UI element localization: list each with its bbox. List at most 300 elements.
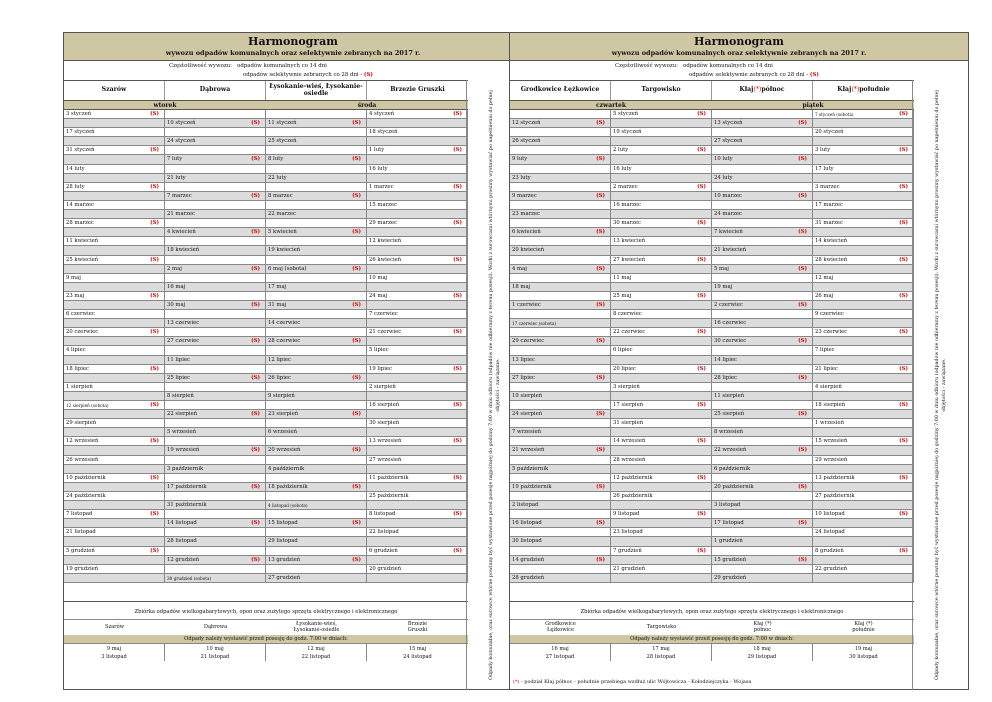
schedule-cell — [813, 310, 914, 319]
selective-marker: (S) — [798, 265, 807, 272]
selective-marker: (S) — [596, 374, 605, 381]
collection-date: 21 czerwiec — [369, 329, 402, 336]
schedule-cell — [813, 337, 914, 346]
bulk-date: 30 listopad — [849, 654, 878, 660]
selective-marker: (S) — [899, 547, 908, 554]
collection-date: 4 sierpień — [815, 383, 842, 390]
schedule-cell — [266, 483, 367, 492]
footnote-star: (*) — [753, 86, 762, 94]
schedule-cell — [165, 374, 266, 383]
collection-date: 26 wrzesień — [66, 456, 99, 463]
schedule-cell — [367, 519, 468, 528]
schedule-cell — [813, 201, 914, 210]
collection-date: 11 lipiec — [167, 356, 190, 363]
selective-marker: (S) — [899, 220, 908, 227]
schedule-cell — [367, 474, 468, 483]
collection-date: 20 czerwiec — [66, 329, 99, 336]
schedule-cell — [165, 301, 266, 310]
schedule-cell — [64, 274, 165, 283]
freq-label: Częstotliwość wywozu: — [169, 63, 232, 69]
collection-date: 19 kwiecień — [268, 247, 301, 254]
bulk-date-cell — [165, 644, 266, 661]
col-header: Łysokanie-wieś, Łysokanie-osiedle — [266, 81, 367, 100]
collection-date: 14 listopad — [167, 520, 197, 527]
col-header: Grodkowice Łężkowice — [510, 81, 611, 100]
collection-date: 27 wrzesień — [369, 456, 402, 463]
column-headers — [64, 80, 468, 101]
schedule-cell — [611, 283, 712, 292]
bulk-date: 27 listopad — [545, 654, 575, 660]
schedule-cell — [64, 483, 165, 492]
collection-date: 8 luty — [268, 156, 284, 163]
schedule-cell — [611, 128, 712, 137]
collection-date: 12 maj — [815, 274, 834, 281]
schedule-cell — [611, 537, 712, 546]
schedule-cell — [64, 328, 165, 337]
collection-date: 3 luty — [815, 147, 831, 154]
collection-date: 5 wrzesień — [167, 429, 197, 436]
schedule-cell — [510, 183, 611, 192]
collection-date: 29 marzec — [369, 220, 398, 227]
col-header: Dąbrowa — [165, 81, 266, 100]
schedule-cell — [712, 310, 813, 319]
collection-date: 15 listopad — [268, 520, 298, 527]
schedule-cell — [712, 456, 813, 465]
schedule-cell — [64, 410, 165, 419]
collection-date: 1 marzec — [369, 183, 394, 190]
collection-date: 23 maj — [66, 292, 85, 299]
bulk-col: Kłaj (*) południe — [852, 620, 875, 633]
selective-marker: (S) — [251, 301, 260, 308]
schedule-cell — [510, 155, 611, 164]
schedule-cell — [266, 501, 367, 510]
collection-date: 30 czerwiec — [714, 338, 747, 345]
schedule-cell — [611, 137, 712, 146]
selective-marker: (S) — [596, 265, 605, 272]
selective-marker: (S) — [352, 483, 361, 490]
schedule-cell — [611, 219, 712, 228]
collection-date: 16 luty — [369, 165, 388, 172]
schedule-cell — [611, 119, 712, 128]
schedule-cell — [64, 374, 165, 383]
schedule-cell — [510, 537, 611, 546]
selective-marker: (S) — [150, 547, 159, 554]
schedule-cell — [64, 556, 165, 565]
schedule-cell — [712, 574, 813, 583]
schedule-cell — [64, 446, 165, 455]
collection-date: 24 luty — [714, 174, 733, 181]
schedule-cell — [712, 237, 813, 246]
schedule-cell — [611, 356, 712, 365]
collection-date: 6 kwiecień — [512, 229, 541, 236]
selective-marker: (S) — [453, 220, 462, 227]
schedule-cell — [165, 383, 266, 392]
schedule-cell — [367, 337, 468, 346]
collection-date: 4 styczeń — [369, 111, 395, 117]
schedule-cell — [64, 565, 165, 574]
schedule-cell — [813, 528, 914, 537]
schedule-cell — [813, 192, 914, 201]
collection-date: 3 listopad — [714, 502, 741, 509]
collection-date: 2 sierpień — [369, 383, 396, 390]
selective-marker: (S) — [798, 556, 807, 563]
schedule-cell — [813, 465, 914, 474]
selective-marker: (S) — [150, 329, 159, 336]
collection-date: 25 sierpień — [714, 411, 745, 418]
schedule-cell — [510, 419, 611, 428]
schedule-cell — [510, 346, 611, 355]
collection-date: 11 sierpień — [714, 392, 745, 399]
schedule-cell — [510, 356, 611, 365]
schedule-cell — [813, 428, 914, 437]
schedule-cell — [712, 301, 813, 310]
schedule-cell — [266, 219, 367, 228]
page-title: Harmonogram — [694, 35, 784, 48]
collection-date: 31 styczeń — [66, 147, 95, 154]
collection-date: 24 październik — [66, 492, 106, 499]
collection-date: 28 kwiecień — [815, 256, 848, 263]
collection-date: 6 październik — [714, 465, 751, 472]
schedule-cell — [712, 210, 813, 219]
selective-marker: (S) — [453, 511, 462, 518]
schedule-cell — [611, 492, 712, 501]
collection-date: 19 styczeń — [613, 129, 642, 136]
collection-date: 27 grudzień — [268, 574, 301, 581]
schedule-cell — [266, 456, 367, 465]
schedule-cell — [712, 519, 813, 528]
schedule-cell — [611, 474, 712, 483]
bulk-col: Grodkowice Łężkowice — [545, 620, 576, 633]
schedule-cell — [813, 328, 914, 337]
collection-date: 26 lipiec — [268, 374, 291, 381]
schedule-cell — [165, 337, 266, 346]
schedule-cell — [510, 565, 611, 574]
schedule-cell — [712, 283, 813, 292]
schedule-cell — [813, 119, 914, 128]
schedule-cell — [813, 501, 914, 510]
schedule-cell — [813, 237, 914, 246]
collection-date: 20 wrzesień — [268, 447, 301, 454]
schedule-cell — [813, 474, 914, 483]
schedule-cell — [611, 174, 712, 183]
collection-date: 29 czerwiec — [512, 338, 545, 345]
schedule-cell — [367, 456, 468, 465]
selective-marker: (S) — [899, 111, 908, 117]
collection-date: 10 listopad — [815, 511, 845, 518]
schedule-cell — [165, 155, 266, 164]
schedule-cell — [813, 410, 914, 419]
schedule-cell — [165, 537, 266, 546]
collection-date: 31 październik — [167, 502, 207, 509]
selective-marker: (S) — [899, 365, 908, 372]
collection-date: 24 maj — [369, 292, 388, 299]
selective-marker: (S) — [150, 402, 159, 408]
selective-marker: (S) — [453, 474, 462, 481]
schedule-cell — [611, 574, 712, 583]
selective-marker: (S) — [798, 483, 807, 490]
bulk-col: Targowisko — [646, 623, 677, 630]
schedule-cell — [367, 346, 468, 355]
schedule-cell — [712, 128, 813, 137]
schedule-cell — [712, 547, 813, 556]
selective-marker: (S) — [697, 147, 706, 154]
collection-date: 10 marzec — [714, 192, 743, 199]
schedule-cell — [510, 256, 611, 265]
schedule-cell — [165, 146, 266, 155]
schedule-cell — [813, 456, 914, 465]
bulk-date: 17 maj — [652, 646, 670, 652]
bulk-date: 10 maj — [206, 646, 224, 652]
schedule-page-right — [509, 32, 969, 690]
schedule-cell — [266, 328, 367, 337]
schedule-cell — [165, 310, 266, 319]
schedule-cell — [712, 565, 813, 574]
collection-date: 9 luty — [512, 156, 528, 163]
selective-marker: (S) — [352, 447, 361, 454]
collection-date: 17 październik — [167, 483, 207, 490]
schedule-cell — [165, 483, 266, 492]
schedule-cell — [712, 492, 813, 501]
freq-line1: odpadów komunalnych co 14 dni — [237, 63, 327, 69]
collection-date: 3 październik — [167, 465, 204, 472]
day-label: wtorek — [153, 102, 177, 109]
schedule-cell — [266, 137, 367, 146]
day-headers — [510, 101, 914, 110]
collection-date: 28 lipiec — [714, 374, 737, 381]
schedule-cell — [64, 319, 165, 328]
bulk-date-cell — [266, 644, 367, 661]
schedule-cell — [367, 301, 468, 310]
collection-date: 29 listopad — [268, 538, 298, 545]
schedule-page-left — [63, 32, 523, 690]
selective-marker: (S) — [251, 265, 260, 272]
schedule-cell — [611, 337, 712, 346]
selective-marker: (S) — [596, 229, 605, 236]
schedule-cell — [510, 110, 611, 119]
schedule-cell — [813, 574, 914, 583]
collection-date: 7 marzec — [167, 192, 192, 199]
collection-date: 19 wrzesień — [167, 447, 200, 454]
schedule-cell — [510, 428, 611, 437]
collection-date: 17 listopad — [714, 520, 744, 527]
schedule-cell — [165, 492, 266, 501]
collection-date: 27 kwiecień — [613, 256, 646, 263]
selective-marker: (S) — [150, 183, 159, 190]
collection-date: 3 styczeń — [66, 111, 92, 117]
collection-date: 24 styczeń — [167, 138, 196, 145]
schedule-cell — [611, 528, 712, 537]
col-header: Targowisko — [611, 81, 712, 100]
schedule-cell — [64, 474, 165, 483]
collection-date: 23 marzec — [512, 211, 541, 218]
schedule-cell — [510, 246, 611, 255]
schedule-cell — [266, 519, 367, 528]
schedule-cell — [813, 265, 914, 274]
schedule-cell — [813, 174, 914, 183]
schedule-cell — [813, 155, 914, 164]
bulk-headers — [510, 619, 914, 635]
collection-date: 21 wrzesień — [512, 447, 545, 454]
selective-marker: (S) — [798, 447, 807, 454]
collection-date: 18 kwiecień — [167, 247, 200, 254]
schedule-cell — [510, 128, 611, 137]
selective-marker: (S) — [352, 411, 361, 418]
schedule-cell — [510, 228, 611, 237]
schedule-main — [64, 80, 468, 583]
collection-date: 1 czerwiec — [512, 301, 541, 308]
collection-date: 12 wrzesień — [66, 438, 99, 445]
schedule-cell — [813, 392, 914, 401]
collection-date: 18 sierpień — [815, 402, 846, 408]
collection-date: 22 luty — [268, 174, 287, 181]
bulk-date: 18 maj — [753, 646, 771, 652]
schedule-cell — [611, 165, 712, 174]
schedule-cell — [813, 210, 914, 219]
schedule-cell — [813, 419, 914, 428]
selective-marker: (S) — [150, 365, 159, 372]
collection-date: 17 czerwiec (sobota) — [512, 321, 557, 327]
side-note-text: Odpady komunalne, oraz surowce wtórne powinny być wystawione przed posesje najpóźniej do godziny 7:00 w dniu odbioru (odpadów nie odbieramy z terenu posesji). Worki z surowcami wtórnymi prosimy wystawiać po napełnieniu do pełnej objętości - zawiązane. — [488, 90, 501, 680]
selective-marker: (S) — [150, 438, 159, 445]
schedule-cell — [165, 174, 266, 183]
collection-date: 17 luty — [815, 165, 834, 172]
schedule-cell — [367, 565, 468, 574]
collection-date: 19 maj — [714, 283, 733, 290]
collection-date: 4 kwiecień — [167, 229, 196, 236]
collection-date: 16 maj — [167, 283, 186, 290]
collection-date: 22 czerwiec — [613, 329, 646, 336]
bulk-note: Odpady należy wystawić przed posesję do godz. 7:00 w dniach: — [64, 635, 468, 643]
schedule-cell — [712, 510, 813, 519]
schedule-cell — [813, 519, 914, 528]
schedule-cell — [611, 201, 712, 210]
collection-date: 28 wrzesień — [613, 456, 646, 463]
selective-marker: (S) — [150, 292, 159, 299]
collection-date: 20 kwiecień — [512, 247, 545, 254]
schedule-cell — [367, 492, 468, 501]
schedule-cell — [813, 137, 914, 146]
selective-marker: (S) — [697, 220, 706, 227]
schedule-cell — [165, 446, 266, 455]
collection-date: 22 listopad — [369, 529, 399, 536]
bulk-col: Łysokanie-wieś, Łysokanie-osiedle — [293, 620, 340, 633]
schedule-cell — [165, 519, 266, 528]
schedule-cell — [64, 183, 165, 192]
schedule-cell — [611, 246, 712, 255]
schedule-cell — [367, 183, 468, 192]
schedule-cell — [266, 346, 367, 355]
schedule-cell — [266, 246, 367, 255]
freq-line2: odpadów selektywnie zebranych co 28 dni - — [689, 72, 809, 78]
collection-date: 25 styczeń — [268, 138, 297, 145]
selective-marker: (S) — [899, 147, 908, 154]
selective-marker: (S) — [251, 120, 260, 127]
selective-marker: (S) — [596, 447, 605, 454]
schedule-cell — [367, 155, 468, 164]
selective-marker: (S) — [150, 256, 159, 263]
selective-marker: (S) — [899, 438, 908, 445]
schedule-cell — [64, 246, 165, 255]
selective-marker: (S) — [798, 120, 807, 127]
collection-date: 2 listopad — [512, 502, 539, 509]
schedule-cell — [266, 419, 367, 428]
schedule-cell — [813, 256, 914, 265]
schedule-cell — [712, 228, 813, 237]
schedule-cell — [611, 292, 712, 301]
schedule-cell — [611, 383, 712, 392]
collection-date: 17 marzec — [815, 201, 844, 208]
collection-date: 16 marzec — [613, 201, 642, 208]
schedule-cell — [367, 437, 468, 446]
collection-date: 16 luty — [613, 165, 632, 172]
schedule-cell — [64, 165, 165, 174]
schedule-cell — [165, 501, 266, 510]
collection-date: 6 maj (sobota) — [268, 265, 307, 272]
schedule-cell — [64, 110, 165, 119]
schedule-cell — [813, 183, 914, 192]
collection-date: 19 grudzień — [66, 565, 99, 572]
schedule-cell — [712, 201, 813, 210]
selective-marker: (S) — [596, 301, 605, 308]
schedule-cell — [266, 274, 367, 283]
schedule-cell — [165, 274, 266, 283]
schedule-cell — [712, 437, 813, 446]
schedule-cell — [813, 301, 914, 310]
schedule-cell — [510, 401, 611, 410]
selective-marker: (S) — [453, 547, 462, 554]
schedule-cell — [510, 501, 611, 510]
schedule-cell — [64, 146, 165, 155]
schedule-cell — [611, 419, 712, 428]
schedule-cell — [712, 356, 813, 365]
collection-date: 10 luty — [714, 156, 733, 163]
collection-date: 25 kwiecień — [66, 256, 99, 263]
selective-marker: (S) — [798, 192, 807, 199]
collection-date: 2 maj — [167, 265, 182, 272]
collection-date: 29 sierpień — [66, 420, 97, 427]
bulk-dates — [510, 643, 914, 661]
collection-date: 27 październik — [815, 492, 855, 499]
schedule-cell — [64, 401, 165, 410]
schedule-cell — [510, 383, 611, 392]
schedule-cell — [813, 356, 914, 365]
selective-marker: (S) — [697, 256, 706, 263]
col-header: Szarów — [64, 81, 165, 100]
collection-date: 14 grudzień — [512, 556, 545, 563]
selective-marker: (S) — [899, 329, 908, 336]
collection-date: 13 styczeń — [714, 120, 743, 127]
collection-date: 12 sierpień (sobota) — [66, 403, 109, 408]
schedule-cell — [611, 410, 712, 419]
schedule-cell — [813, 565, 914, 574]
footnote — [513, 679, 751, 685]
schedule-cell — [611, 155, 712, 164]
schedule-cell — [712, 392, 813, 401]
bulk-title: Zbiórka odpadów wielkogabarytowych, opon oraz zużytego sprzętu elektrycznego i elektronicznego — [134, 609, 398, 615]
collection-date: 23 sierpień — [268, 411, 299, 418]
schedule-grid — [64, 110, 468, 583]
schedule-cell — [611, 428, 712, 437]
schedule-cell — [266, 565, 367, 574]
selective-marker: (S) — [899, 511, 908, 518]
schedule-cell — [510, 474, 611, 483]
collection-date: 7 grudzień — [613, 547, 642, 554]
collection-date: 10 styczeń — [167, 120, 196, 127]
schedule-cell — [266, 301, 367, 310]
collection-date: 23 czerwiec — [815, 329, 848, 336]
collection-date: 10 październik — [66, 474, 106, 481]
selective-marker: (S) — [352, 520, 361, 527]
